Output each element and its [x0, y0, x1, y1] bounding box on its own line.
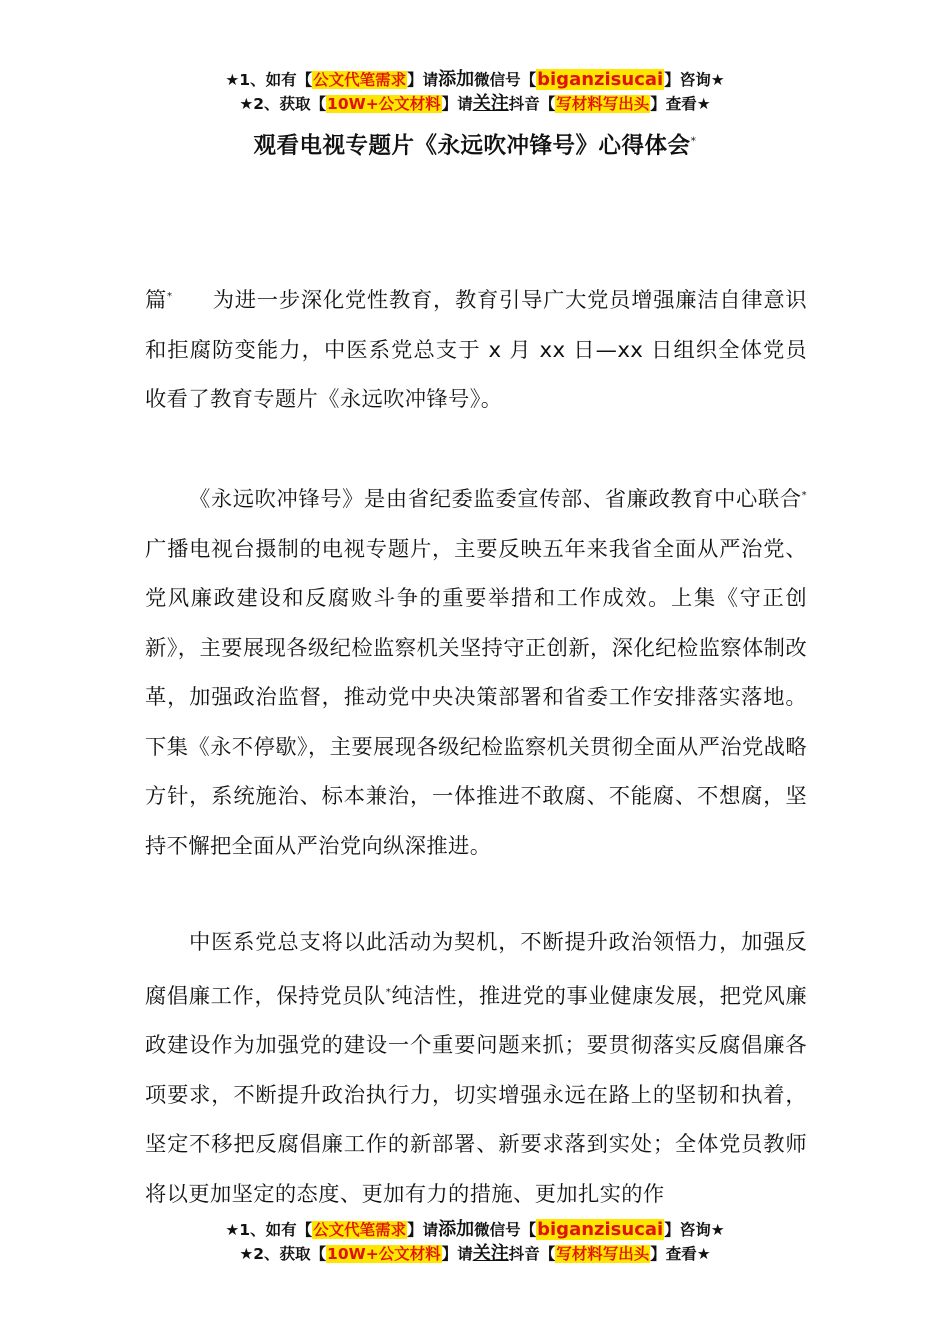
- highlight-service: 公文代笔需求: [313, 71, 407, 89]
- highlight-douyin: 写材料写出头: [556, 95, 650, 113]
- paragraph-2: 《永远吹冲锋号》是由省纪委监委宣传部、省廉政教育中心联合*广播电视台摄制的电视专题片，主要反映五年来我省全面从严治党、党风廉政建设和反腐败斗争的重要举措和工作成效。上集《守正创新》，主要展现各级纪检监察机关坚持守正创新，深化纪检监察体制改革，加强政治监督，推动党中央决策部署和省委工作安排落实落地。下集《永不停歇》，主要展现各级纪检监察机关贯彻全面从严治党战略方针，系统施治、标本兼治，一体推进不敢腐、不能腐、不想腐，坚持不懈把全面从严治党向纵深推进。: [145, 487, 807, 859]
- paragraph-1: 篇* 为进一步深化党性教育，教育引导广大党员增强廉洁自律意识和拒腐防变能力，中医系党总支于 x 月 xx 日—xx 日组织全体党员收看了教育专题片《永远吹冲锋号》。: [145, 288, 807, 413]
- highlight-materials: 10W+公文材料: [327, 95, 441, 113]
- promo-line-2: ★2、获取【10W+公文材料】请关注抖音【写材料写出头】查看★: [239, 93, 711, 114]
- promo-line-1: ★1、如有【公文代笔需求】请添加微信号【biganzisucai】咨询★: [225, 1219, 725, 1240]
- paragraph-3: 中医系党总支将以此活动为契机，不断提升政治领悟力，加强反腐倡廉工作，保持党员队*纯洁性，推进党的事业健康发展，把党风廉政建设作为加强党的建设一个重要问题来抓；要贯彻落实反腐倡廉各项要求，不断提升政治执行力，切实增强永远在路上的坚韧和执着，坚定不移把反腐倡廉工作的新部署、新要求落到实处；全体党员教师将以更加坚定的态度、更加有力的措施、更加扎实的作: [145, 930, 807, 1207]
- document-title: 观看电视专题片《永远吹冲锋号》心得体会*: [253, 133, 697, 159]
- highlight-wechat-id: biganzisucai: [537, 1219, 664, 1240]
- promo-banner-top: [0, 68, 950, 116]
- promo-line-2: ★2、获取【10W+公文材料】请关注抖音【写材料写出头】查看★: [239, 1243, 711, 1264]
- highlight-douyin: 写材料写出头: [556, 1245, 650, 1263]
- promo-line-1: ★1、如有【公文代笔需求】请添加微信号【biganzisucai】咨询★: [225, 69, 725, 90]
- highlight-wechat-id: biganzisucai: [537, 69, 664, 90]
- highlight-materials: 10W+公文材料: [327, 1245, 441, 1263]
- highlight-service: 公文代笔需求: [313, 1221, 407, 1239]
- promo-banner-bottom: [0, 1218, 950, 1266]
